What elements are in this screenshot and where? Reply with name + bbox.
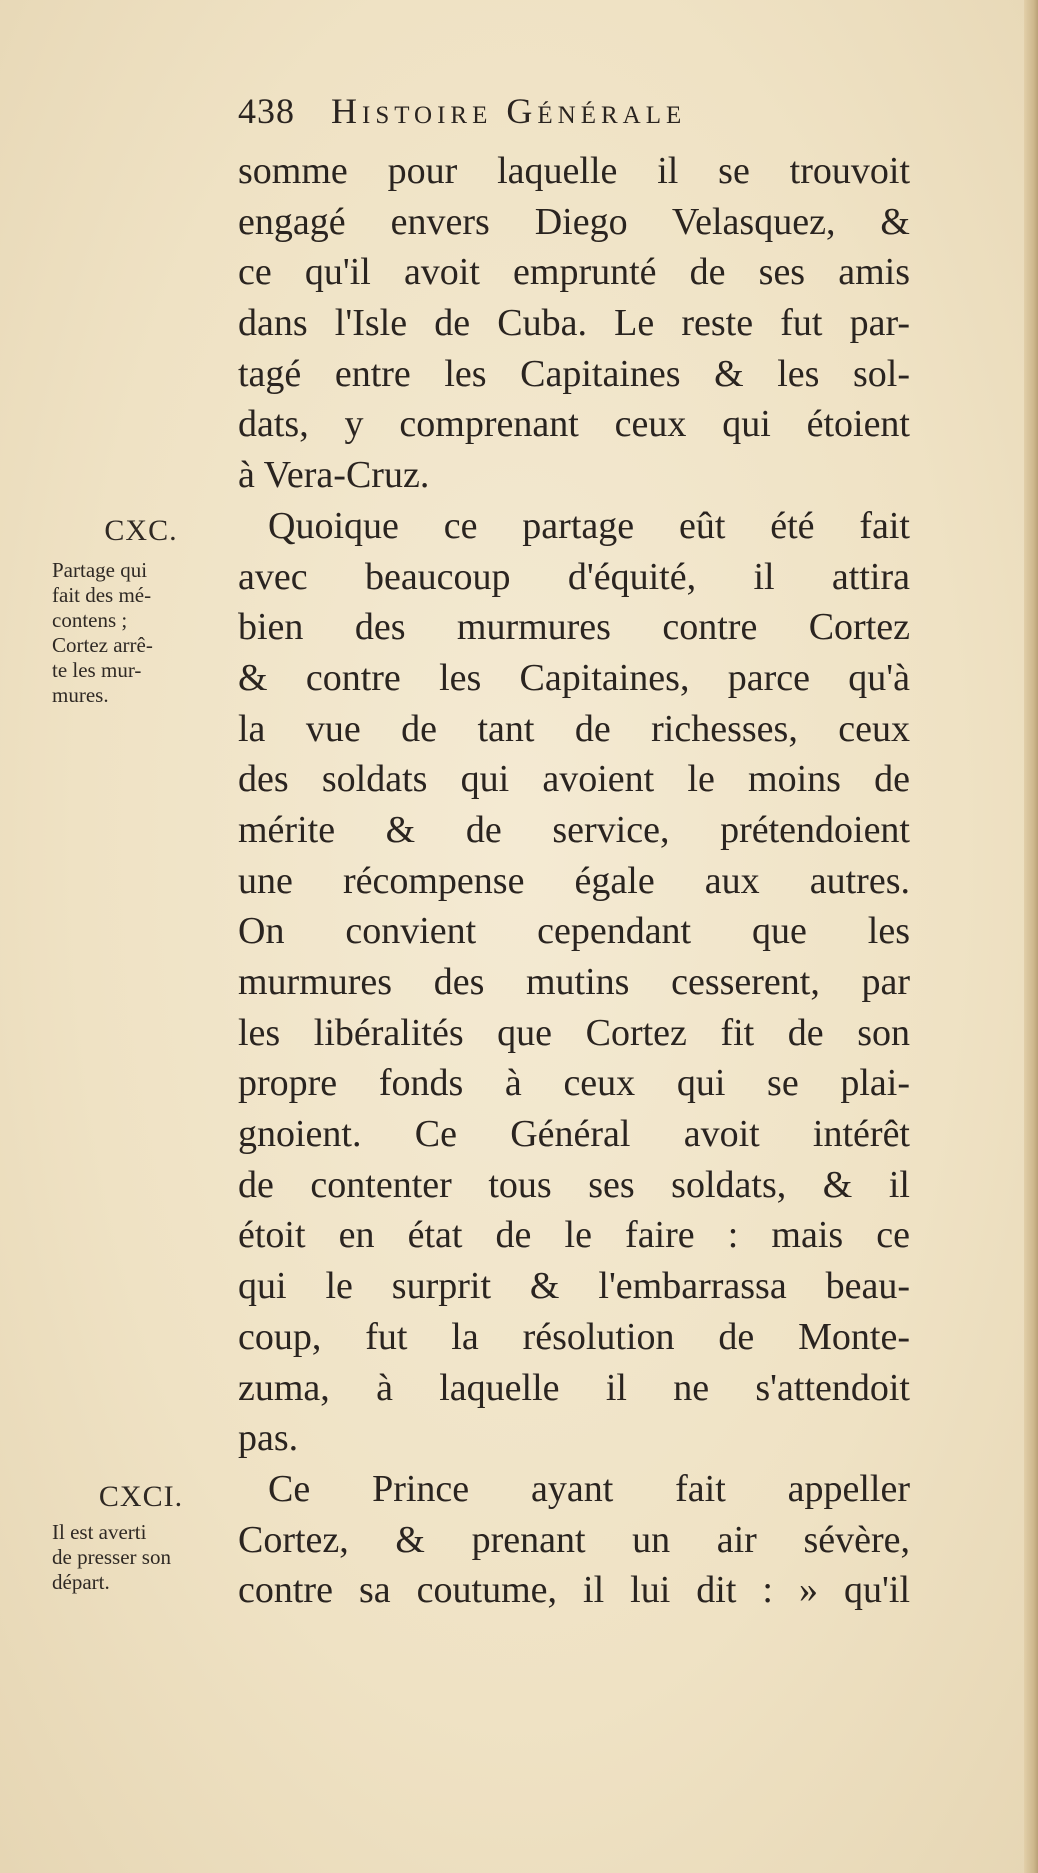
marginal-note (52, 1480, 230, 1595)
text-line: gnoient. Ce Général avoit intérêt (238, 1113, 910, 1156)
marginal-note-line: Cortez arrê- (52, 633, 153, 657)
marginal-note-line: Il est averti (52, 1520, 147, 1544)
text-line: des soldats qui avoient le moins de (238, 758, 910, 801)
running-head (238, 90, 908, 140)
page-number: 438 (238, 91, 295, 131)
text-line: étoit en état de le faire : mais ce (238, 1214, 910, 1257)
text-line: une récompense égale aux autres. (238, 859, 910, 902)
text-line: à Vera-Cruz. (238, 454, 430, 497)
text-line: bien des murmures contre Cortez (238, 606, 910, 649)
marginal-note-line: départ. (52, 1570, 110, 1594)
marginal-note-line: contens ; (52, 608, 128, 632)
text-line: avec beaucoup d'équité, il attira (238, 555, 910, 598)
text-line: tagé entre les Capitaines & les sol- (238, 352, 910, 395)
text-line: murmures des mutins cesserent, par (238, 961, 910, 1003)
page-edge (1024, 0, 1038, 1873)
marginal-note (52, 514, 230, 708)
text-line: contre sa coutume, il lui dit : » qu'il (238, 1569, 910, 1612)
text-line: de contenter tous ses soldats, & il (238, 1163, 910, 1206)
marginal-note-line: de presser son (52, 1545, 171, 1569)
text-line: somme pour laquelle il se trouvoit (238, 150, 910, 192)
text-line: les libéralités que Cortez fit de son (238, 1011, 910, 1054)
text-line: la vue de tant de richesses, ceux (238, 707, 910, 750)
text-line: propre fonds à ceux qui se plai- (238, 1062, 910, 1105)
text-line: engagé envers Diego Velasquez, & (238, 200, 910, 243)
text-line: zuma, à laquelle il ne s'attendoit (238, 1366, 910, 1409)
text-line: coup, fut la résolution de Monte- (238, 1315, 910, 1358)
marginal-note-line: mures. (52, 683, 109, 707)
text-line: ce qu'il avoit emprunté de ses amis (238, 251, 910, 294)
marginal-note-line: te les mur- (52, 658, 142, 682)
marginal-note-line: Partage qui (52, 558, 148, 582)
text-line: Ce Prince ayant fait appeller (268, 1467, 910, 1510)
text-line: Quoique ce partage eût été fait (268, 504, 910, 547)
text-line: mérite & de service, prétendoient (238, 808, 910, 851)
text-line: Cortez, & prenant un air sévère, (238, 1518, 910, 1561)
section-number: CXCI. (98, 1480, 184, 1513)
text-line: On convient cependant que les (238, 910, 910, 953)
text-line: dans l'Isle de Cuba. Le reste fut par- (238, 302, 910, 345)
running-title: Histoire Générale (331, 91, 687, 131)
body-text (238, 146, 910, 1616)
text-line: dats, y comprenant ceux qui étoient (238, 403, 910, 446)
section-number: CXC. (104, 514, 178, 547)
marginal-note-line: fait des mé- (52, 583, 152, 607)
text-line: qui le surprit & l'embarrassa beau- (238, 1265, 910, 1308)
text-line: & contre les Capitaines, parce qu'à (238, 656, 910, 699)
text-line: pas. (238, 1417, 299, 1460)
